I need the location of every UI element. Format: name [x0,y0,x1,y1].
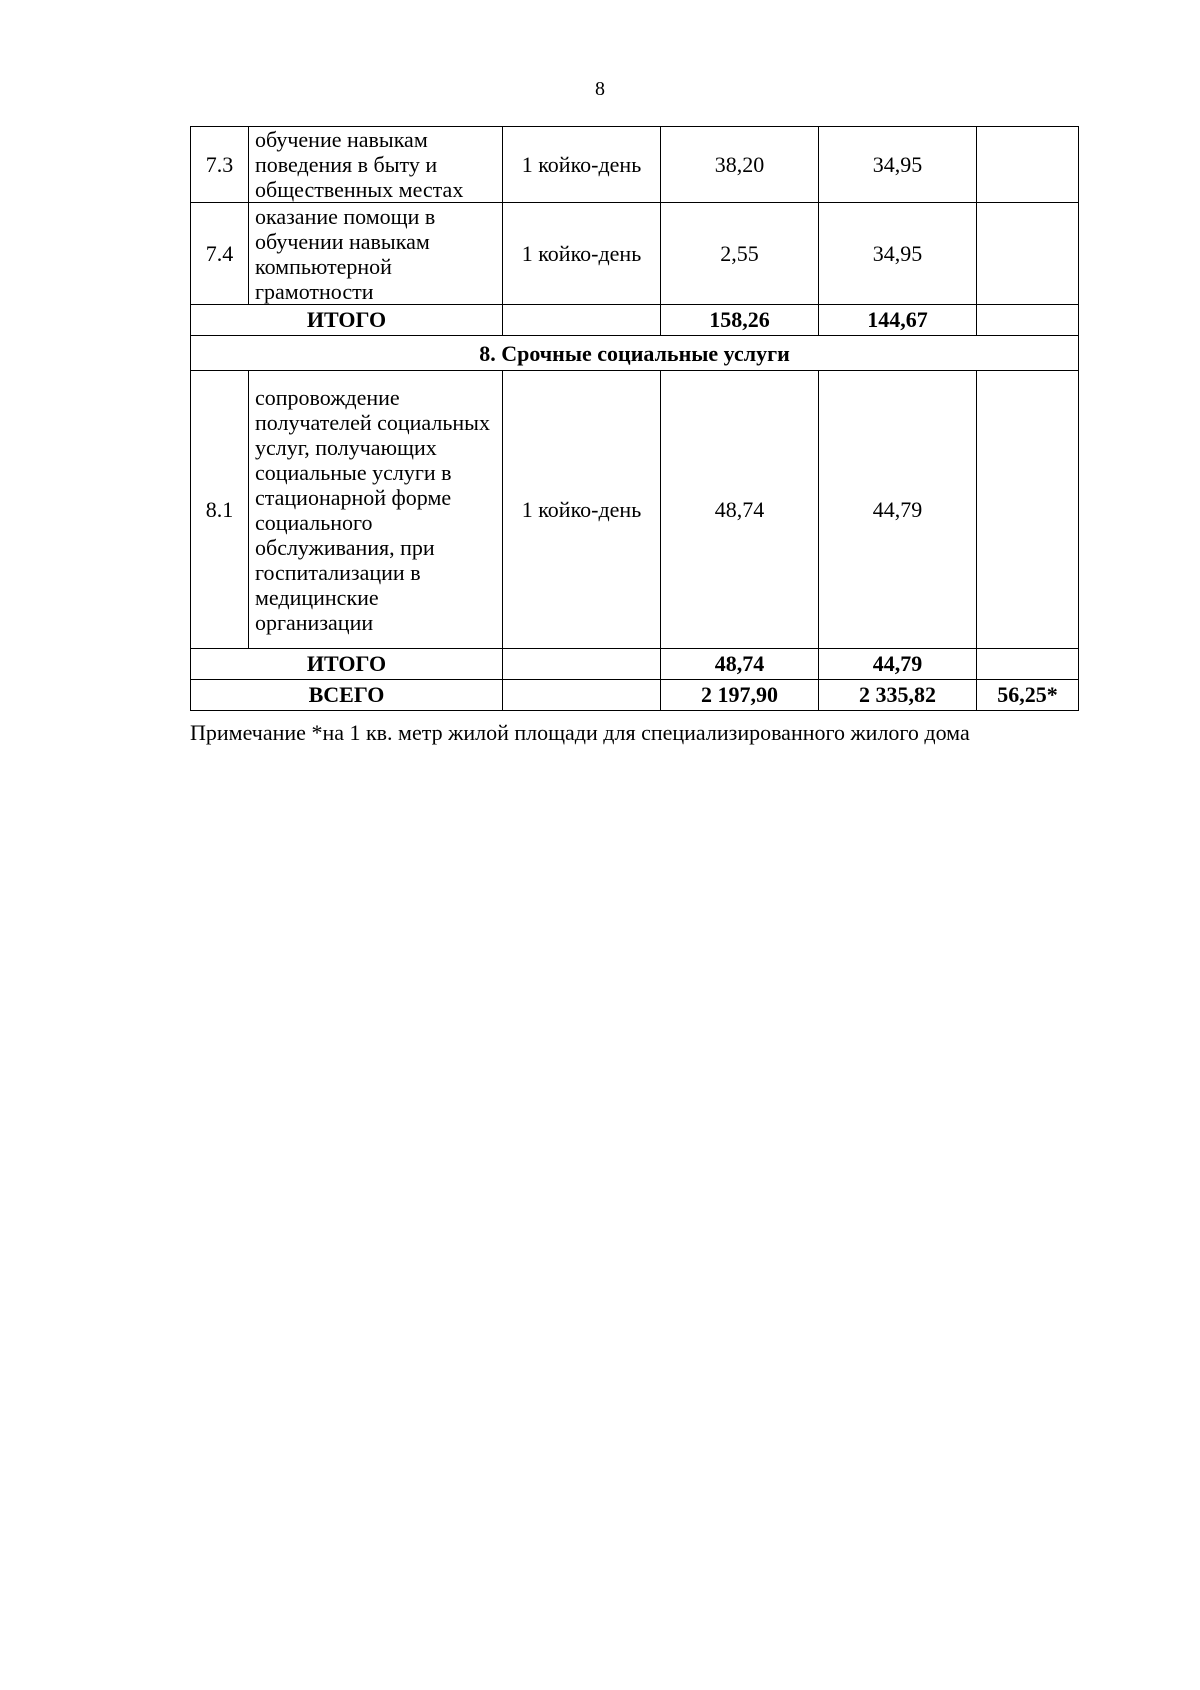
subtotal-value [977,305,1079,336]
subtotal-value: 48,74 [661,649,819,680]
value-cell [977,203,1079,305]
value-cell [977,127,1079,203]
grand-total-label: ВСЕГО [191,680,503,711]
grand-total-value: 2 335,82 [819,680,977,711]
row-number: 7.4 [191,203,249,305]
unit-cell: 1 койко-день [503,203,661,305]
table-row [191,127,1079,203]
row-number: 8.1 [191,371,249,649]
value-cell: 2,55 [661,203,819,305]
unit-cell: 1 койко-день [503,127,661,203]
table-row [191,203,1079,305]
footnote: Примечание *на 1 кв. метр жилой площади для специализированного жилого дома [190,720,970,745]
grand-total-row [191,680,1079,711]
value-cell: 34,95 [819,127,977,203]
service-name: оказание помощи в обучении навыкам компьютерной грамотности [249,203,503,305]
section-header-row [191,336,1079,371]
subtotal-value: 144,67 [819,305,977,336]
unit-cell [503,305,661,336]
value-cell: 34,95 [819,203,977,305]
row-number: 7.3 [191,127,249,203]
subtotal-row [191,649,1079,680]
value-cell: 48,74 [661,371,819,649]
subtotal-value: 44,79 [819,649,977,680]
subtotal-value [977,649,1079,680]
unit-cell [503,680,661,711]
tariff-table [190,126,1079,711]
section-title: 8. Срочные социальные услуги [191,336,1079,371]
subtotal-label: ИТОГО [191,305,503,336]
subtotal-row [191,305,1079,336]
unit-cell: 1 койко-день [503,371,661,649]
grand-total-value: 2 197,90 [661,680,819,711]
service-name: сопровождение получателей социальных услуг, получающих социальные услуги в стационарной форме социального обслуживания, при госпитализации в медицинские организации [249,371,503,649]
table-row [191,371,1079,649]
service-name: обучение навыкам поведения в быту и общественных местах [249,127,503,203]
value-cell: 44,79 [819,371,977,649]
subtotal-label: ИТОГО [191,649,503,680]
unit-cell [503,649,661,680]
grand-total-value: 56,25* [977,680,1079,711]
value-cell [977,371,1079,649]
page-number: 8 [595,78,605,100]
subtotal-value: 158,26 [661,305,819,336]
value-cell: 38,20 [661,127,819,203]
